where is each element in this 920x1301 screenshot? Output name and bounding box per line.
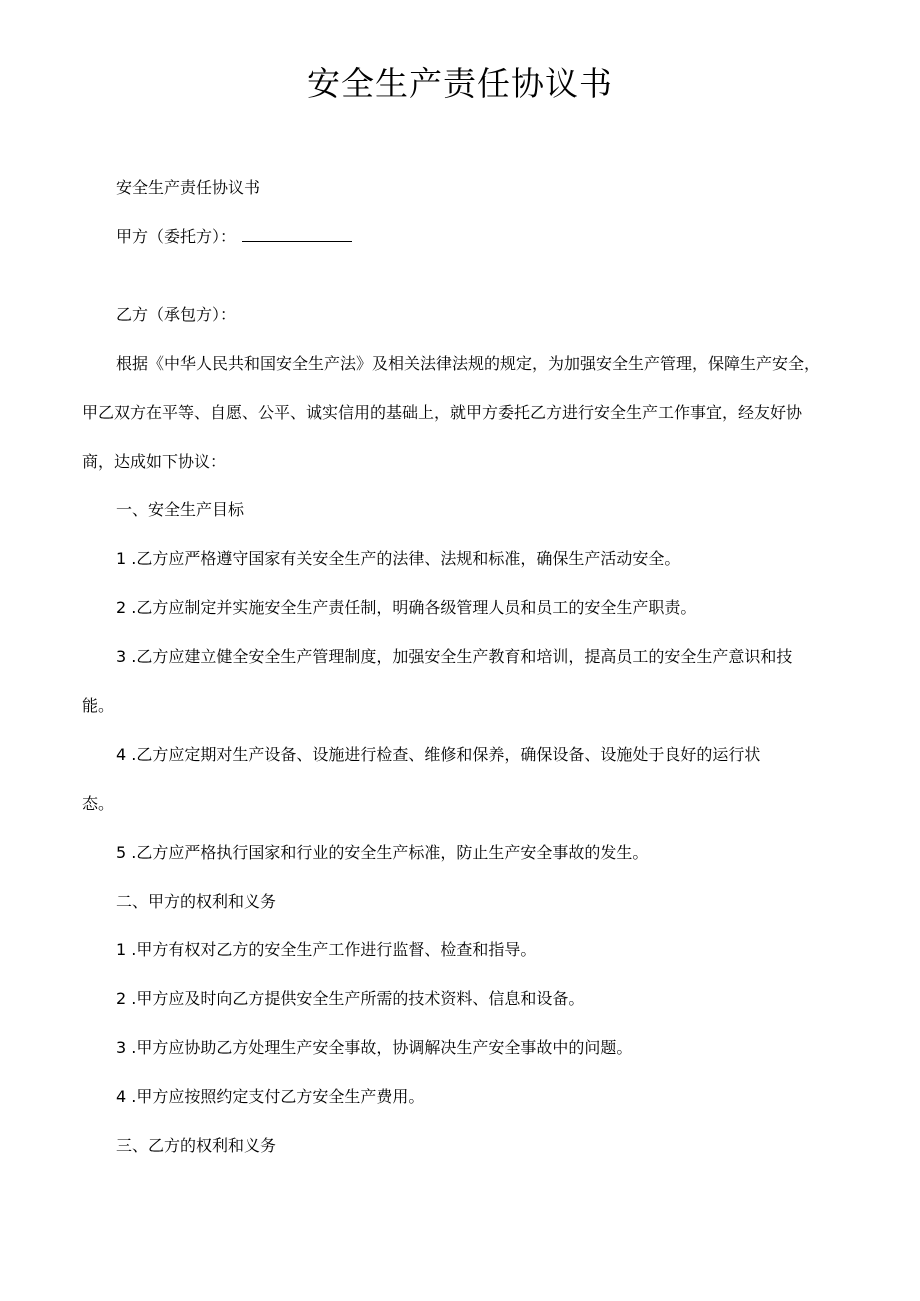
party-b-label: 乙方（承包方）： [116,305,237,324]
party-a-label: 甲方（委托方）： [116,227,237,246]
subtitle: 安全生产责任协议书 [116,178,261,197]
section-1-item: 2 .乙方应制定并实施安全生产责任制，明确各级管理人员和员工的安全生产职责。 [116,598,697,617]
section-1-item: 5 .乙方应严格执行国家和行业的安全生产标准，防止生产安全事故的发生。 [116,843,649,862]
intro-line-1: 根据《中华人民共和国安全生产法》及相关法律法规的规定，为加强安全生产管理，保障生产安全， [116,354,821,373]
intro-line-2: 甲乙双方在平等、自愿、公平、诚实信用的基础上，就甲方委托乙方进行安全生产工作事宜，经友好协 [82,403,803,422]
section-1-item-cont: 态。 [82,794,115,813]
section-1-item: 3 .乙方应建立健全安全生产管理制度，加强安全生产教育和培训，提高员工的安全生产意识和技 [116,647,793,666]
party-a-line [116,227,352,247]
party-a-blank [242,227,352,242]
section-3-heading: 三、乙方的权利和义务 [116,1136,277,1155]
section-1-heading: 一、安全生产目标 [116,500,245,519]
section-2-heading: 二、甲方的权利和义务 [116,892,277,911]
section-2-item: 1 .甲方有权对乙方的安全生产工作进行监督、检查和指导。 [116,940,537,959]
section-1-item: 1 .乙方应严格遵守国家有关安全生产的法律、法规和标准，确保生产活动安全。 [116,549,681,568]
section-2-item: 4 .甲方应按照约定支付乙方安全生产费用。 [116,1087,425,1106]
section-2-item: 3 .甲方应协助乙方处理生产安全事故，协调解决生产安全事故中的问题。 [116,1038,633,1057]
document-title: 安全生产责任协议书 [307,64,613,103]
section-1-item: 4 .乙方应定期对生产设备、设施进行检查、维修和保养，确保设备、设施处于良好的运行状 [116,745,761,764]
section-1-item-cont: 能。 [82,696,115,715]
section-2-item: 2 .甲方应及时向乙方提供安全生产所需的技术资料、信息和设备。 [116,989,585,1008]
intro-line-3: 商，达成如下协议： [82,452,227,471]
